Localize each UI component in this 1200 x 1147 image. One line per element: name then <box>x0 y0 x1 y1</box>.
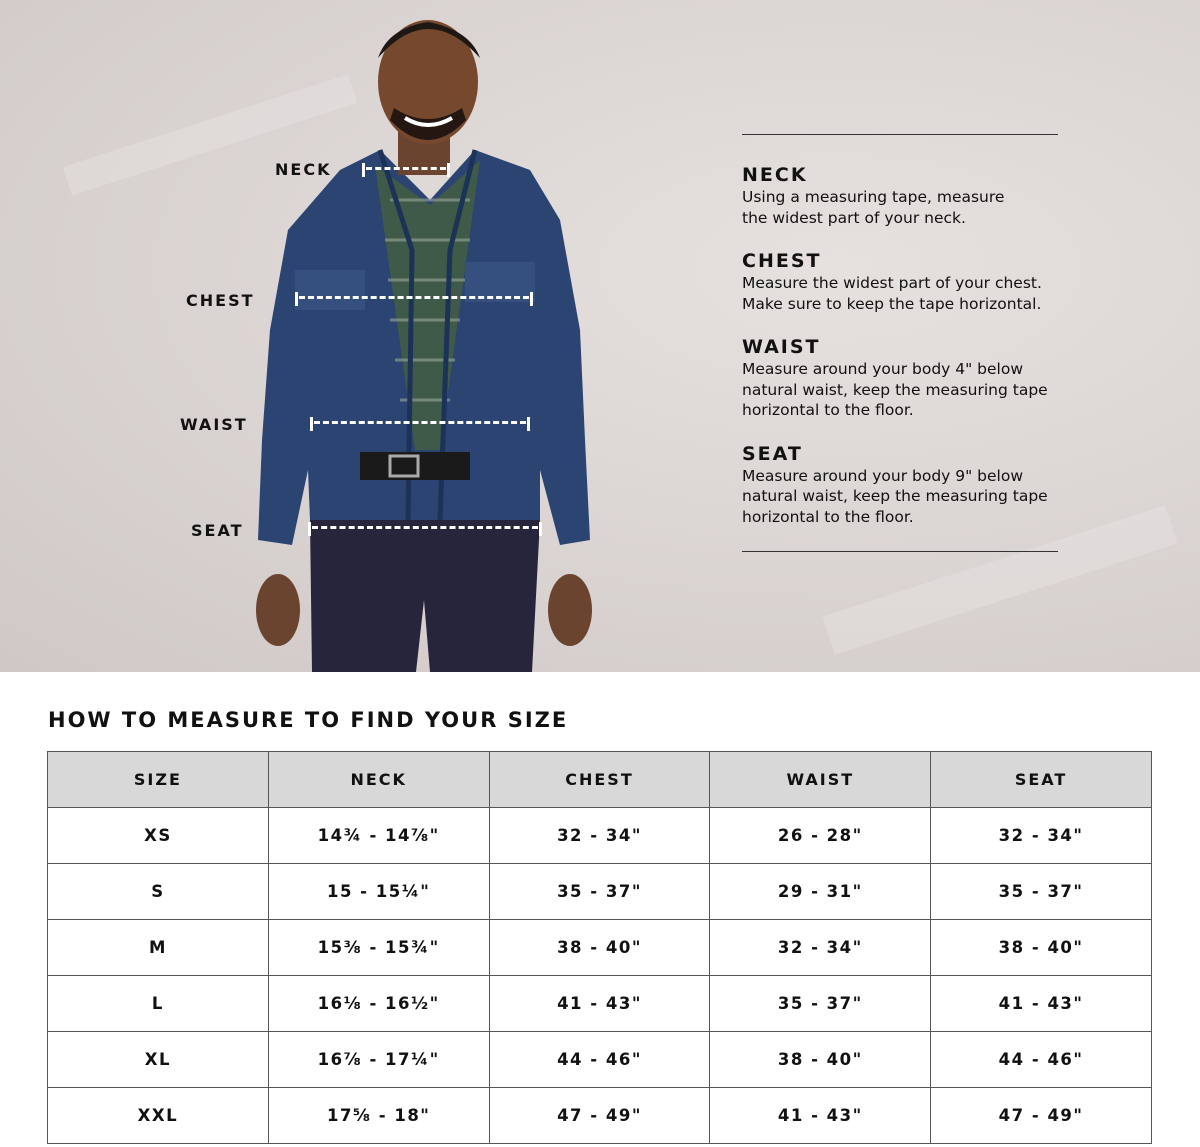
size-cell: XXL <box>48 1088 269 1144</box>
table-cell: 44 - 46" <box>931 1032 1152 1088</box>
size-table-title: HOW TO MEASURE TO FIND YOUR SIZE <box>48 708 569 732</box>
table-cell: 44 - 46" <box>489 1032 710 1088</box>
table-cell: 32 - 34" <box>710 920 931 976</box>
size-cell: L <box>48 976 269 1032</box>
guide-item-chest <box>742 249 1058 314</box>
table-row <box>48 864 1152 920</box>
guide-text: Measure the widest part of your chest. Make sure to keep the tape horizontal. <box>742 274 1042 313</box>
table-cell: 16⅛ - 16½" <box>268 976 489 1032</box>
table-row <box>48 1088 1152 1144</box>
column-header: WAIST <box>710 752 931 808</box>
guide-title: CHEST <box>742 250 822 272</box>
chest-tape-line <box>295 292 533 302</box>
table-cell: 26 - 28" <box>710 808 931 864</box>
neck-tape-line <box>362 163 450 173</box>
table-cell: 32 - 34" <box>489 808 710 864</box>
column-header: SEAT <box>931 752 1152 808</box>
table-cell: 29 - 31" <box>710 864 931 920</box>
measure-guide <box>742 134 1058 552</box>
table-cell: 41 - 43" <box>710 1088 931 1144</box>
table-cell: 35 - 37" <box>931 864 1152 920</box>
guide-text: Measure around your body 4" below natural waist, keep the measuring tape horizontal to the floor. <box>742 360 1048 419</box>
divider <box>742 134 1058 135</box>
table-cell: 38 - 40" <box>931 920 1152 976</box>
column-header: CHEST <box>489 752 710 808</box>
neck-label: NECK <box>275 160 332 179</box>
table-cell: 41 - 43" <box>931 976 1152 1032</box>
size-cell: S <box>48 864 269 920</box>
waist-label: WAIST <box>180 415 248 434</box>
divider <box>742 551 1058 552</box>
table-row <box>48 976 1152 1032</box>
table-cell: 14¾ - 14⅞" <box>268 808 489 864</box>
column-header: NECK <box>268 752 489 808</box>
guide-text: Measure around your body 9" below natural waist, keep the measuring tape horizontal to the floor. <box>742 466 1048 526</box>
waist-tape-line <box>310 417 530 427</box>
size-cell: XL <box>48 1032 269 1088</box>
guide-item-seat <box>742 442 1058 528</box>
table-row <box>48 920 1152 976</box>
table-cell: 32 - 34" <box>931 808 1152 864</box>
guide-title: SEAT <box>742 442 803 465</box>
table-row <box>48 808 1152 864</box>
table-cell: 38 - 40" <box>710 1032 931 1088</box>
chest-label: CHEST <box>186 291 255 310</box>
table-cell: 38 - 40" <box>489 920 710 976</box>
table-header-row <box>48 752 1152 808</box>
guide-title: NECK <box>742 164 808 186</box>
table-cell: 17⅝ - 18" <box>268 1088 489 1144</box>
table-row <box>48 1032 1152 1088</box>
seat-label: SEAT <box>191 521 244 540</box>
table-cell: 15 - 15¼" <box>268 864 489 920</box>
size-cell: M <box>48 920 269 976</box>
table-cell: 15⅜ - 15¾" <box>268 920 489 976</box>
table-cell: 41 - 43" <box>489 976 710 1032</box>
table-cell: 47 - 49" <box>489 1088 710 1144</box>
guide-text: Using a measuring tape, measure the widest part of your neck. <box>742 188 1005 227</box>
table-cell: 47 - 49" <box>931 1088 1152 1144</box>
guide-title: WAIST <box>742 336 821 358</box>
table-cell: 35 - 37" <box>489 864 710 920</box>
column-header: SIZE <box>48 752 269 808</box>
table-cell: 35 - 37" <box>710 976 931 1032</box>
model-photo <box>240 0 620 672</box>
guide-item-neck <box>742 163 1058 228</box>
guide-item-waist <box>742 335 1058 421</box>
table-cell: 16⅞ - 17¼" <box>268 1032 489 1088</box>
seat-tape-line <box>308 522 542 532</box>
size-chart-table <box>47 751 1152 1144</box>
size-cell: XS <box>48 808 269 864</box>
